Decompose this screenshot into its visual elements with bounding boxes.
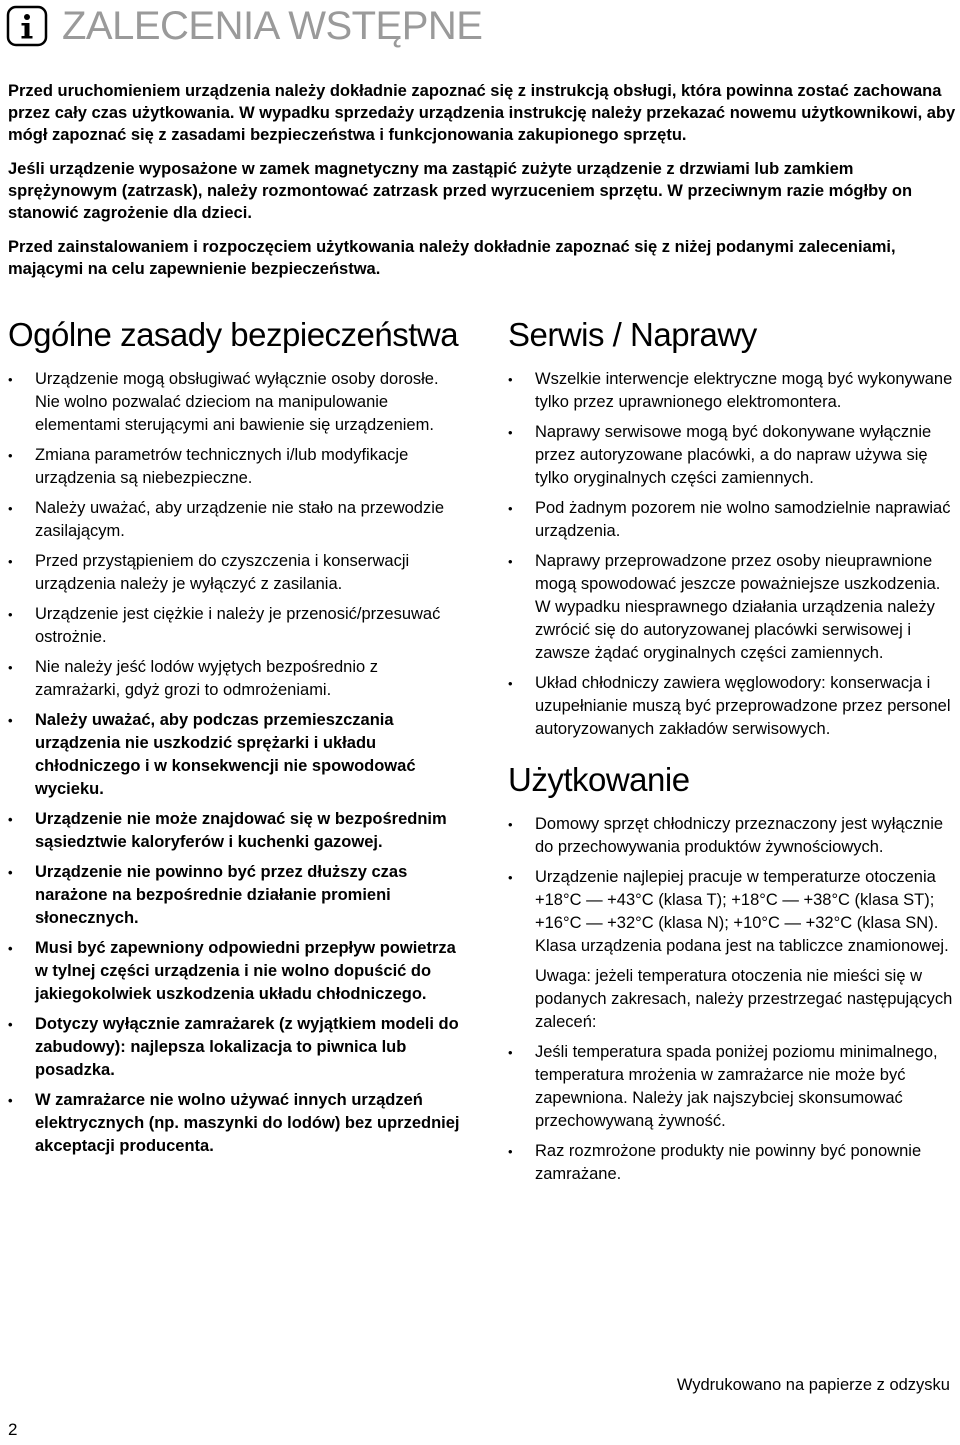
list-item: • Należy uważać, aby urządzenie nie stało na przewodzie zasilającym. [8, 497, 460, 543]
list-item: • Domowy sprzęt chłodniczy przeznaczony jest wyłącznie do przechowywania produktów żywnościowych. [508, 813, 960, 859]
info-icon [6, 5, 48, 47]
service-usage-column [508, 312, 960, 1193]
list-item: • Naprawy przeprowadzone przez osoby nieuprawnione mogą spowodować jeszcze poważniejsze uszkodzenia. W wypadku niesprawnego działania urządzenia należy zwrócić się do autoryzowanej placówki serwisowej i zawsze żądać oryginalnych części zamiennych. [508, 550, 960, 665]
intro-section [8, 80, 956, 292]
list-item: • Nie należy jeść lodów wyjętych bezpośrednio z zamrażarki, gdyż grozi to odmrożeniami. [8, 656, 460, 702]
service-list [508, 368, 960, 741]
list-item: • Należy uważać, aby podczas przemieszczania urządzenia nie uszkodzić sprężarki i układu chłodniczego i w konsekwencji nie spowodować wycieku. [8, 709, 460, 801]
list-item: • Urządzenie najlepiej pracuje w temperaturze otoczenia +18°C — +43°C (klasa T); +18°C — +38°C (klasa ST); +16°C — +32°C (klasa N); +10°C — +32°C (klasa SN). Klasa urządzenia podana jest na tabliczce znamionowej. [508, 866, 960, 958]
list-item: • Przed przystąpieniem do czyszczenia i konserwacji urządzenia należy je wyłączyć z zasilania. [8, 550, 460, 596]
section-heading-safety: Ogólne zasady bezpieczeństwa [8, 316, 459, 353]
list-item: • Urządzenie mogą obsługiwać wyłącznie osoby dorosłe. Nie wolno pozwalać dzieciom na manipulowanie elementami sterującymi ani bawienie się urządzeniem. [8, 368, 460, 437]
usage-list-extra [508, 1041, 960, 1186]
list-item: • Urządzenie nie może znajdować się w bezpośrednim sąsiedztwie kaloryferów i kuchenki gazowej. [8, 808, 460, 854]
list-item: • Jeśli temperatura spada poniżej poziomu minimalnego, temperatura mrożenia w zamrażarce nie może być zapewniona. Należy jak najszybciej skonsumować przechowywaną żywność. [508, 1041, 960, 1133]
list-item: • Zmiana parametrów technicznych i/lub modyfikacje urządzenia są niebezpieczne. [8, 444, 460, 490]
list-item: • Urządzenie jest ciężkie i należy je przenosić/przesuwać ostrożnie. [8, 603, 460, 649]
list-item: • Naprawy serwisowe mogą być dokonywane wyłącznie przez autoryzowane placówki, a do napraw używa się tylko oryginalnych części zamiennych. [508, 421, 960, 490]
list-item: • Wszelkie interwencje elektryczne mogą być wykonywane tylko przez uprawnionego elektromontera. [508, 368, 960, 414]
list-item: • W zamrażarce nie wolno używać innych urządzeń elektrycznych (np. maszynki do lodów) bez uprzedniej akceptacji producenta. [8, 1089, 460, 1158]
list-item: • Musi być zapewniony odpowiedni przepływ powietrza w tylnej części urządzenia i nie wolno dopuścić do jakiegokolwiek uszkodzenia układu chłodniczego. [8, 937, 460, 1006]
page-number: 2 [8, 1420, 18, 1439]
usage-note: Uwaga: jeżeli temperatura otoczenia nie mieści się w podanych zakresach, należy przestrzegać następujących zaleceń: [535, 967, 953, 1031]
page-title: ZALECENIA WSTĘPNE [62, 4, 483, 48]
usage-list [508, 813, 960, 958]
intro-paragraph: Przed uruchomieniem urządzenia należy dokładnie zapoznać się z instrukcją obsługi, która powinna zostać zachowana przez cały czas użytkowania. W wypadku sprzedaży urządzenia instrukcję należy przekazać nowemu użytkownikowi, aby mógł zapoznać się z zasadami bezpieczeństwa i funkcjonowania zakupionego sprzętu. [8, 82, 956, 144]
safety-column [8, 312, 460, 1165]
list-item: • Dotyczy wyłącznie zamrażarek (z wyjątkiem modeli do zabudowy): najlepsza lokalizacja to piwnica lub posadzka. [8, 1013, 460, 1082]
section-heading-service: Serwis / Naprawy [508, 316, 757, 353]
safety-list [8, 368, 460, 1158]
list-item: • Układ chłodniczy zawiera węglowodory: konserwacja i uzupełnianie muszą być przeprowadzone przez personel autoryzowanych zakładów serwisowych. [508, 672, 960, 741]
list-item: • Urządzenie nie powinno być przez dłuższy czas narażone na bezpośrednie działanie promieni słonecznych. [8, 861, 460, 930]
intro-paragraph: Przed zainstalowaniem i rozpoczęciem użytkowania należy dokładnie zapoznać się z niżej podanymi zaleceniami, mającymi na celu zapewnienie bezpieczeństwa. [8, 238, 896, 278]
intro-paragraph: Jeśli urządzenie wyposażone w zamek magnetyczny ma zastąpić zużyte urządzenie z drzwiami lub zamkiem sprężynowym (zatrzask), należy rozmontować zatrzask przed wyrzuceniem sprzętu. W przeciwnym razie mógłby on stanowić zagrożenie dla dzieci. [8, 160, 913, 222]
recycled-paper-note: Wydrukowano na papierze z odzysku [676, 1376, 950, 1394]
page-header [6, 4, 482, 48]
section-heading-usage: Użytkowanie [508, 761, 690, 798]
list-item: • Pod żadnym pozorem nie wolno samodzielnie naprawiać urządzenia. [508, 497, 960, 543]
list-item: • Raz rozmrożone produkty nie powinny być ponownie zamrażane. [508, 1140, 960, 1186]
